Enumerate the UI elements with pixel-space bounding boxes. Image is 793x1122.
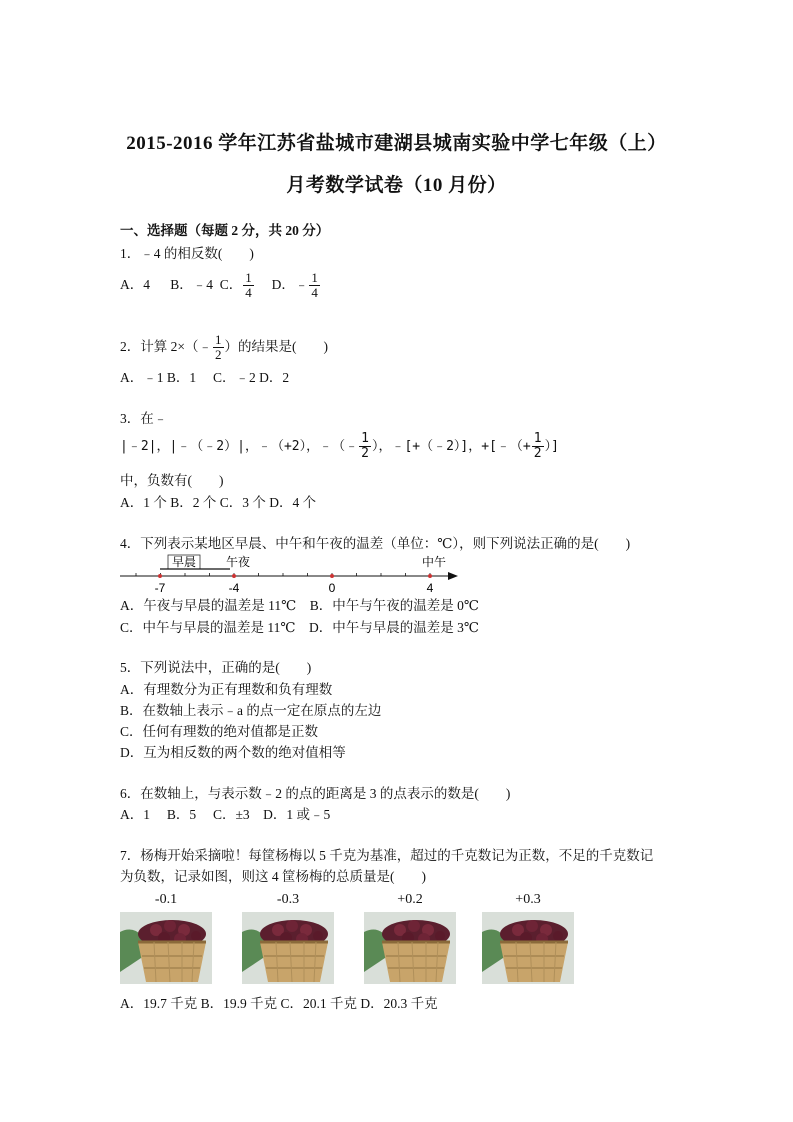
q7-options: A．19.7 千克 B．19.9 千克 C．20.1 千克 D．20.3 千克 — [120, 996, 438, 1011]
basket-label: -0.3 — [276, 892, 300, 907]
q5-option-d: D．互为相反数的两个数的绝对值相等 — [120, 745, 346, 760]
q1-options — [120, 270, 321, 300]
point-zero — [330, 574, 334, 578]
q4-options-ab: A．午夜与早晨的温差是 11℃ B．中午与午夜的温差是 0℃ — [120, 598, 479, 613]
fraction: $\frac{1}{2}$ — [533, 431, 542, 461]
section-heading: 一、选择题（每题 2 分，共 20 分） — [120, 223, 330, 238]
fraction: $\frac{1}{2}$ — [215, 332, 222, 363]
tick-label: -7 — [154, 581, 166, 595]
q5-option-c: C．任何有理数的绝对值都是正数 — [120, 724, 319, 739]
page-title-line-2: 月考数学试卷（10 月份） — [286, 175, 507, 196]
label-midnight: 午夜 — [225, 555, 251, 569]
q7-stem-line-1: 7．杨梅开始采摘啦！每筐杨梅以 5 千克为基准，超过的千克数记为正数，不足的千克数记 — [120, 848, 654, 863]
tick-label: 4 — [426, 581, 434, 595]
label-noon: 中午 — [421, 555, 447, 569]
q2-options: A．﹣1 B．1 C．﹣2 D．2 — [120, 370, 290, 385]
fraction: $\frac{1}{2}$ — [361, 431, 369, 461]
tick-label: 0 — [328, 581, 336, 595]
q7-stem-line-2: 为负数，记录如图，则这 4 筐杨梅的总质量是( ) — [120, 869, 426, 884]
q5-option-a: A．有理数分为正有理数和负有理数 — [120, 682, 333, 697]
bayberry-basket-image — [120, 912, 212, 984]
q1-option-d: D．﹣ $\frac{1}{4}$ — [271, 270, 318, 301]
tick-label: -4 — [228, 581, 240, 595]
bayberry-basket-image — [364, 912, 456, 984]
q6-stem: 6．在数轴上，与表示数﹣2 的点的距离是 3 的点表示的数是( ) — [120, 786, 511, 801]
basket-label: -0.1 — [154, 892, 178, 907]
point-four — [428, 574, 432, 578]
label-morning: 早晨 — [171, 555, 197, 569]
fraction: $\frac{1}{4}$ — [245, 270, 252, 301]
q6-options: A．1 B．5 C．±3 D．1 或﹣5 — [120, 807, 331, 822]
q4-stem: 4．下列表示某地区早晨、中午和午夜的温差（单位：℃），则下列说法正确的是( ) — [120, 536, 631, 551]
q5-stem: 5．下列说法中，正确的是( ) — [120, 660, 312, 675]
q3-stem: 3．在﹣ — [120, 411, 168, 426]
axis-arrow-icon — [448, 572, 458, 580]
q1-option-c: C． $\frac{1}{4}$ — [219, 270, 252, 301]
q5-option-b: B．在数轴上表示﹣a 的点一定在原点的左边 — [120, 703, 382, 718]
q2-stem: 2．计算 2×（﹣ $\frac{1}{2}$ ）的结果是( ) — [120, 332, 328, 363]
q1-option-a: A．4 — [120, 277, 150, 292]
bayberry-basket-image — [482, 912, 574, 984]
bayberry-basket-image — [242, 912, 334, 984]
number-line-diagram — [120, 552, 465, 596]
point-minus-7 — [158, 574, 162, 578]
q4-options-cd: C．中午与早晨的温差是 11℃ D．中午与早晨的温差是 3℃ — [120, 620, 479, 635]
basket-label: +0.2 — [397, 892, 423, 907]
q3-expression: |﹣2|，|﹣（﹣2）|，﹣（+2），﹣（﹣ $\frac{1}{2}$ ），﹣[+（﹣2）]，+[﹣（+ $\frac{1}{2}$ ）] — [120, 431, 559, 461]
fraction: $\frac{1}{4}$ — [311, 270, 318, 301]
q3-stem-end: 中，负数有( ) — [120, 473, 224, 488]
q3-options: A．1 个 B．2 个 C．3 个 D．4 个 — [120, 495, 317, 510]
point-minus-4 — [232, 574, 236, 578]
q1-option-b: B．﹣4 — [170, 277, 214, 292]
page-title-line-1: 2015-2016 学年江苏省盐城市建湖县城南实验中学七年级（上） — [126, 133, 667, 154]
q1-stem: 1．﹣4 的相反数( ) — [120, 246, 254, 261]
basket-label: +0.3 — [515, 892, 541, 907]
